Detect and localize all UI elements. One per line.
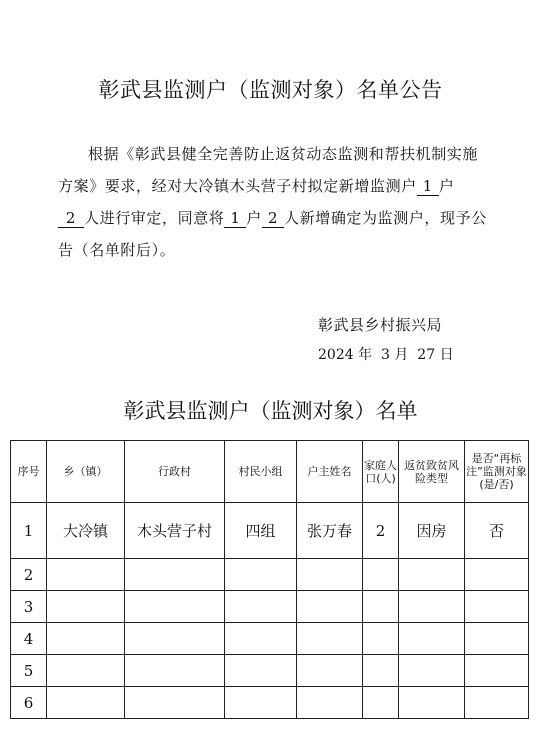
persons-approved: 2	[262, 209, 284, 228]
cell-risk-type	[399, 623, 465, 655]
body-text-3: 人新增确定为监测户，现予公告（名单附后）。	[58, 209, 487, 259]
cell-township: 大冷镇	[47, 503, 125, 559]
cell-village	[125, 655, 225, 687]
cell-risk-type: 因房	[399, 503, 465, 559]
cell-village	[125, 591, 225, 623]
table-row	[11, 687, 529, 719]
cell-family-size	[363, 687, 399, 719]
cell-seq: 4	[11, 623, 47, 655]
cell-householder	[297, 687, 363, 719]
cell-group	[225, 591, 297, 623]
persons-proposed: 2	[58, 209, 84, 228]
date-month: 3	[381, 347, 390, 363]
cell-seq: 6	[11, 687, 47, 719]
body-text-2: 人进行审定，同意将	[84, 209, 225, 227]
unit-household-1: 户	[438, 177, 455, 195]
cell-risk-type	[399, 591, 465, 623]
cell-group	[225, 559, 297, 591]
header-row	[11, 441, 529, 503]
households-proposed: 1	[417, 177, 439, 196]
cell-family-size	[363, 623, 399, 655]
cell-relabel	[465, 655, 529, 687]
cell-group	[225, 687, 297, 719]
date-day-unit: 日	[439, 347, 454, 363]
cell-family-size	[363, 655, 399, 687]
issuer: 彰武县乡村振兴局	[318, 316, 443, 334]
cell-seq: 3	[11, 591, 47, 623]
table-row	[11, 591, 529, 623]
header-village: 行政村	[125, 441, 225, 503]
notice-date	[318, 344, 454, 364]
households-approved: 1	[224, 209, 246, 228]
cell-village	[125, 559, 225, 591]
table-row	[11, 623, 529, 655]
header-risk-type: 返贫致贫风险类型	[399, 441, 465, 503]
body-text-1: 根据《彰武县健全完善防止返贫动态监测和帮扶机制实施方案》要求，经对大冷镇木头营子村拟定新增监测户	[58, 145, 479, 195]
cell-township	[47, 687, 125, 719]
cell-village	[125, 623, 225, 655]
cell-township	[47, 591, 125, 623]
header-group: 村民小组	[225, 441, 297, 503]
cell-family-size: 2	[363, 503, 399, 559]
header-family-size: 家庭人口(人)	[363, 441, 399, 503]
cell-risk-type	[399, 655, 465, 687]
cell-relabel	[465, 687, 529, 719]
cell-relabel: 否	[465, 503, 529, 559]
cell-township	[47, 655, 125, 687]
cell-township	[47, 623, 125, 655]
cell-relabel	[465, 623, 529, 655]
cell-relabel	[465, 559, 529, 591]
cell-seq: 5	[11, 655, 47, 687]
roster-title: 彰武县监测户（监测对象）名单	[123, 399, 418, 423]
cell-family-size	[363, 559, 399, 591]
table-row	[11, 655, 529, 687]
cell-village	[125, 687, 225, 719]
notice-title: 彰武县监测户（监测对象）名单公告	[98, 78, 443, 102]
cell-relabel	[465, 591, 529, 623]
notice-body	[58, 138, 488, 266]
cell-householder	[297, 623, 363, 655]
cell-risk-type	[399, 687, 465, 719]
date-day: 27	[417, 347, 436, 363]
header-seq: 序号	[11, 441, 47, 503]
cell-householder	[297, 591, 363, 623]
header-householder: 户主姓名	[297, 441, 363, 503]
date-month-unit: 月	[394, 347, 409, 363]
date-year: 2024	[318, 347, 354, 363]
date-year-unit: 年	[358, 347, 373, 363]
cell-householder	[297, 559, 363, 591]
roster-table	[10, 440, 529, 719]
header-township: 乡（镇）	[47, 441, 125, 503]
cell-householder: 张万春	[297, 503, 363, 559]
header-relabel: 是否“再标注”监测对象(是/否)	[465, 441, 529, 503]
cell-seq: 2	[11, 559, 47, 591]
cell-group	[225, 623, 297, 655]
cell-village: 木头营子村	[125, 503, 225, 559]
cell-householder	[297, 655, 363, 687]
table-row	[11, 559, 529, 591]
cell-township	[47, 559, 125, 591]
cell-group	[225, 655, 297, 687]
cell-risk-type	[399, 559, 465, 591]
cell-group: 四组	[225, 503, 297, 559]
unit-household-2: 户	[246, 209, 263, 227]
cell-seq: 1	[11, 503, 47, 559]
cell-family-size	[363, 591, 399, 623]
table-row	[11, 503, 529, 559]
